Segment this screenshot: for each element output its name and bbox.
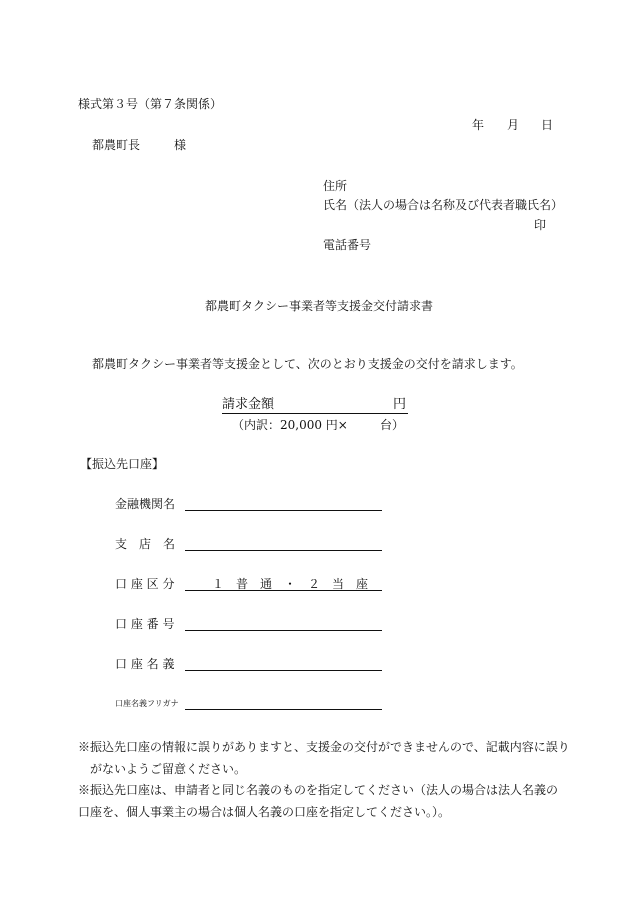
field-label: 支 店 名 — [115, 537, 176, 551]
document-title: 都農町タクシー事業者等支援金交付請求書 — [205, 299, 434, 313]
field-label: 口 座 名 義 — [115, 657, 175, 671]
name-label: 氏名（法人の場合は名称及び代表者職氏名） — [323, 198, 564, 212]
account-type-options[interactable]: １ 普 通 ・ ２ 当 座 — [212, 577, 369, 591]
addressee-honorific: 様 — [174, 138, 187, 152]
field-line[interactable] — [185, 510, 382, 511]
amount-breakdown-suffix: 台） — [380, 418, 405, 432]
form-number: 様式第３号（第７条関係） — [78, 97, 223, 111]
date-month: 月 — [507, 118, 520, 132]
field-line[interactable] — [185, 709, 382, 710]
field-line[interactable] — [185, 630, 382, 631]
amount-breakdown-prefix: （内訳：20,000 円× — [232, 418, 348, 432]
body-text: 都農町タクシー事業者等支援金として、次のとおり支援金の交付を請求します。 — [92, 357, 523, 371]
field-label: 口 座 番 号 — [115, 617, 175, 631]
date-year: 年 — [472, 118, 485, 132]
field-label: 口 座 区 分 — [115, 577, 175, 591]
address-label: 住所 — [323, 179, 348, 193]
field-line[interactable] — [185, 670, 382, 671]
seal-mark: 印 — [534, 218, 547, 232]
note-2: ※振込先口座は、申請者と同じ名義のものを指定してください（法人の場合は法人名義の口座を、個人事業主の場合は個人名義の口座を指定してください。）。 — [78, 783, 559, 819]
field-line[interactable] — [185, 550, 382, 551]
amount-underline — [222, 413, 408, 414]
field-label: 口座名義フリガナ — [115, 699, 179, 708]
phone-label: 電話番号 — [323, 238, 372, 252]
date-day: 日 — [541, 118, 554, 132]
amount-unit: 円 — [393, 397, 407, 412]
note-1: ※振込先口座の情報に誤りがありますと、支援金の交付ができませんので、記載内容に誤りがないようご留意ください。 — [78, 740, 570, 776]
bank-section-title: 【振込先口座】 — [80, 457, 165, 471]
field-line — [185, 590, 382, 591]
field-label: 金融機関名 — [115, 497, 176, 511]
addressee-name: 都農町長 — [92, 138, 141, 152]
amount-label: 請求金額 — [222, 397, 275, 412]
